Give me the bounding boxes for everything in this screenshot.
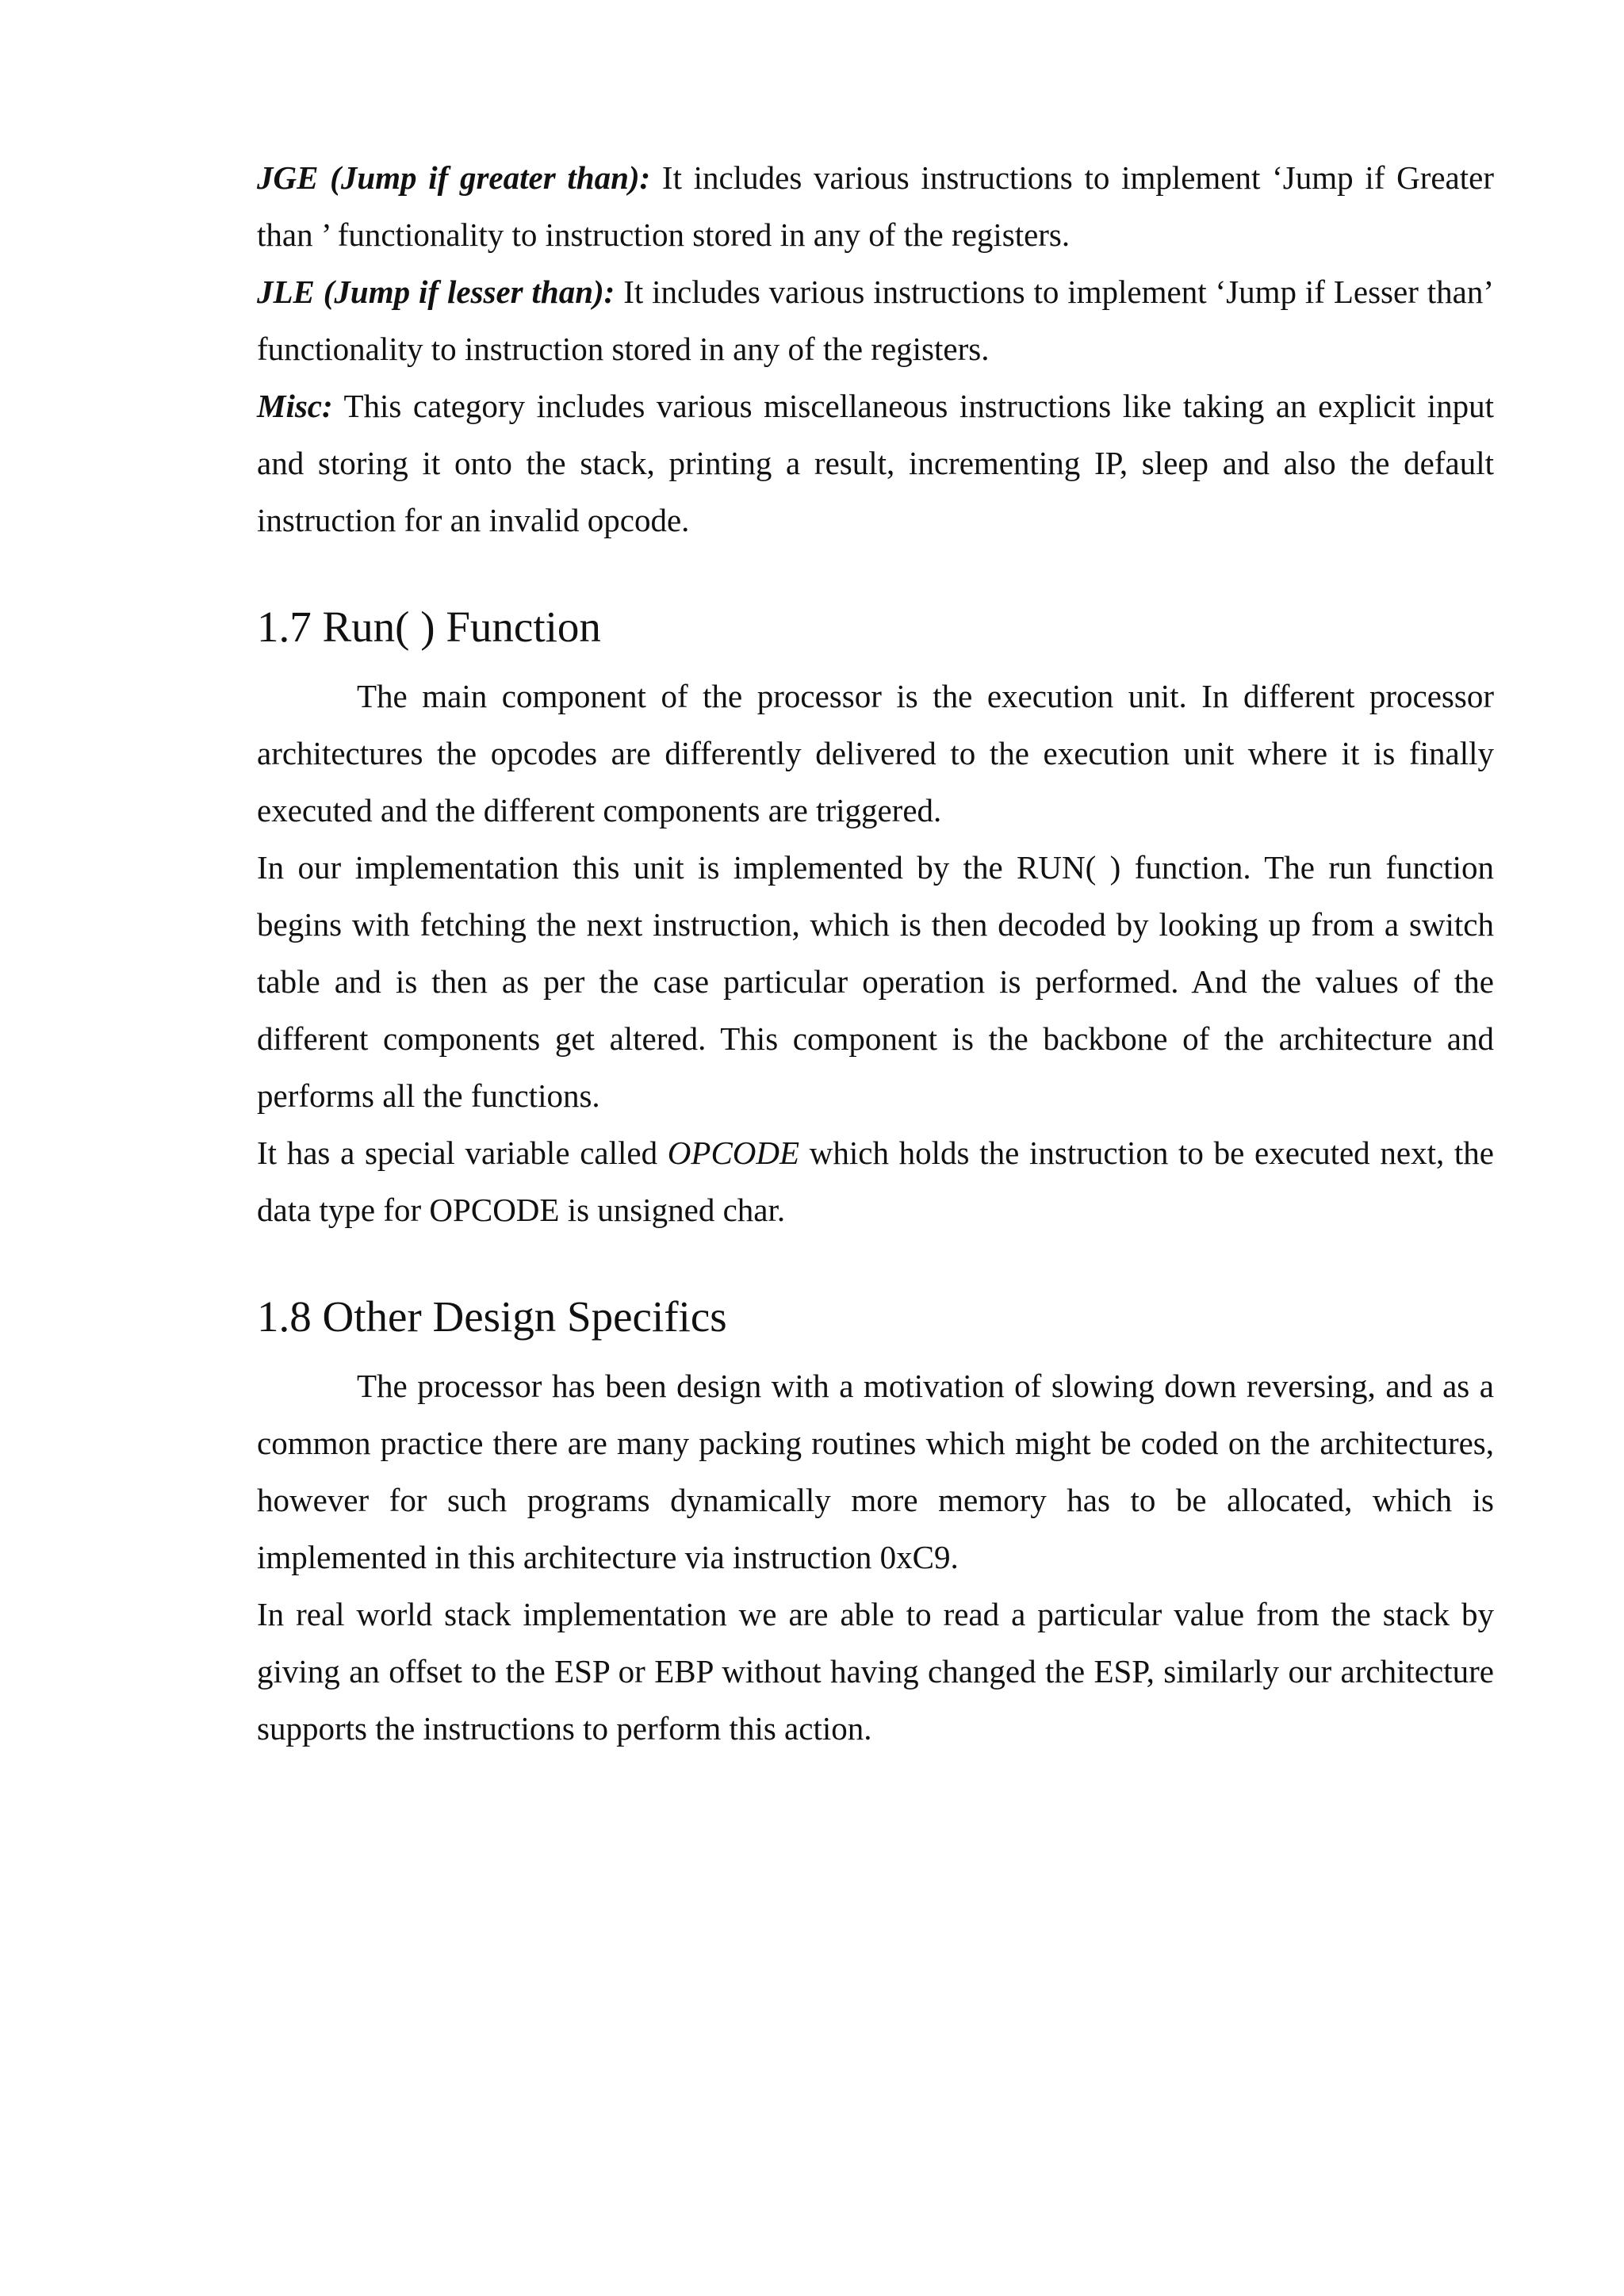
- definition-text: It includes various instructions to implement ‘Jump if Greater than ’ functionality to instruction stored in any of the registers.: [257, 159, 1494, 253]
- paragraph: In real world stack implementation we are able to read a particular value from the stack by giving an offset to the ESP or EBP without having changed the ESP, similarly our architecture supports the instructions to perform this action.: [257, 1596, 1494, 1747]
- page-content: [257, 149, 1494, 1757]
- definition-term: JGE (Jump if greater than):: [257, 159, 651, 196]
- paragraph: The main component of the processor is the execution unit. In different processor architectures the opcodes are differently delivered to the execution unit where it is finally executed and the different components are triggered.: [257, 678, 1494, 828]
- paragraph: In our implementation this unit is implemented by the RUN( ) function. The run function begins with fetching the next instruction, which is then decoded by looking up from a switch table and is then as per the case particular operation is performed. And the values of the different components get altered. This component is the backbone of the architecture and performs all the functions.: [257, 849, 1494, 1114]
- definition-misc: [257, 377, 1494, 549]
- paragraph: [257, 1124, 1494, 1238]
- paragraph-text: It has a special variable called: [257, 1135, 668, 1171]
- definition-text: It includes various instructions to implement ‘Jump if Lesser than’ functionality to instruction stored in any of the registers.: [257, 274, 1494, 367]
- definition-term: Misc:: [257, 388, 333, 424]
- definition-term: JLE (Jump if lesser than):: [257, 274, 615, 310]
- paragraph: The processor has been design with a motivation of slowing down reversing, and as a common practice there are many packing routines which might be coded on the architectures, however for such programs dynamically more memory has to be allocated, which is implemented in this architecture via instruction 0xC9.: [257, 1368, 1494, 1575]
- emphasized-term: OPCODE: [667, 1135, 800, 1171]
- paragraph-text: which holds the instruction to be executed next, the data type for OPCODE is unsigned char.: [257, 1135, 1494, 1228]
- section-heading-run-function: 1.7 Run( ) Function: [257, 603, 601, 651]
- definition-jle: [257, 263, 1494, 377]
- section-heading-other-design-specifics: 1.8 Other Design Specifics: [257, 1292, 727, 1341]
- definition-jge: [257, 149, 1494, 263]
- definition-text: This category includes various miscellaneous instructions like taking an explicit input and storing it onto the stack, printing a result, incrementing IP, sleep and also the default instruction for an invalid opcode.: [257, 388, 1494, 538]
